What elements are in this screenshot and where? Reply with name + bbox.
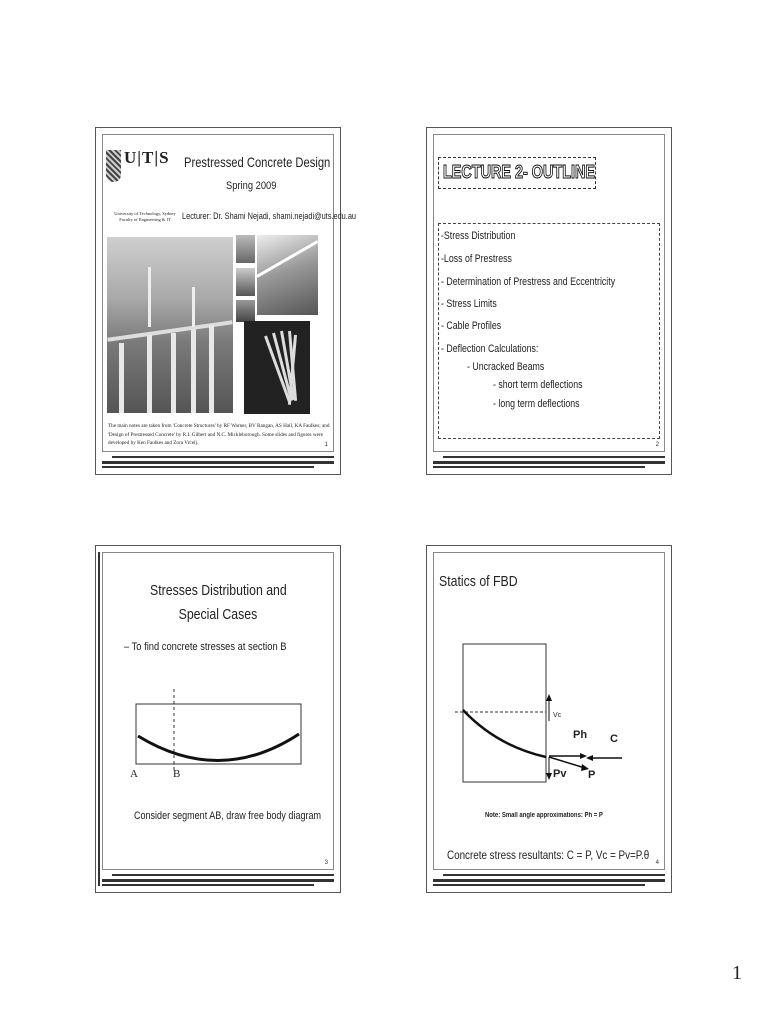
label-p: P (588, 769, 596, 781)
outline-subitem: - short term deflections (493, 379, 583, 391)
slide-1 (95, 127, 357, 475)
slide-number: 3 (324, 860, 328, 866)
construction-photo-1 (236, 235, 255, 263)
outline-subitem: - long term deflections (493, 398, 580, 410)
construction-photo-3 (236, 300, 255, 322)
outline-item: - Deflection Calculations: (441, 343, 539, 355)
uts-logo-text: U|T|S (124, 148, 170, 167)
slide-number: 1 (324, 442, 328, 448)
beam-diagram (96, 546, 342, 894)
stress-resultants: Concrete stress resultants: C = P, Vc = Pv=P.θ (447, 848, 650, 862)
slide-number: 4 (655, 860, 659, 866)
slide-2 (426, 127, 672, 475)
outline-item: - Cable Profiles (441, 320, 502, 332)
label-pv: Pv (553, 768, 567, 780)
slide-title: LECTURE 2- OUTLINE (443, 162, 596, 182)
cable-stayed-bridge-photo (257, 235, 318, 315)
bullet-text: – To find concrete stresses at section B (124, 641, 287, 653)
slide-4 (426, 545, 672, 893)
slide-title-line-1: Stresses Distribution and (149, 582, 287, 599)
slide-footer-bars (102, 456, 334, 468)
lecturer-info: Lecturer: Dr. Shami Nejadi, shami.nejadi@uts.edu.au (182, 211, 357, 221)
free-body-diagram (427, 546, 673, 894)
label-a: A (130, 768, 138, 780)
p-arrow (549, 757, 585, 768)
beam-outline (136, 704, 301, 764)
outline-item: - Determination of Prestress and Eccentricity (441, 276, 616, 288)
label-c: C (610, 733, 618, 745)
approximation-note: Note: Small angle approximations: Ph = P (485, 812, 603, 819)
slide-subtitle: Spring 2009 (226, 180, 277, 192)
uts-logo (106, 148, 168, 186)
construction-photo-2 (236, 268, 255, 296)
reference-notes: The main notes are taken from 'Concrete Structures' by RF Warner, BV Rangan, AS Hall, KA Faulkes; and 'Design of Prestressed Concrete' by R.I. Gilbert and N.C. Mickleborough. Some slides and figures were developed by Ken Faulkes and Zora Vrcelj. (108, 423, 330, 446)
slide-title: Prestressed Concrete Design (184, 154, 331, 170)
tendon-profile (138, 734, 299, 761)
outline-item: -Loss of Prestress (441, 253, 512, 265)
slide-number: 2 (655, 442, 659, 448)
prestressing-strands-photo (244, 321, 310, 414)
slide-3 (95, 545, 341, 893)
page-number: 1 (732, 962, 742, 984)
label-b: B (173, 768, 181, 780)
outline-item: - Stress Limits (441, 298, 497, 310)
tendon-curve (463, 710, 546, 757)
label-vc: Vc (553, 712, 562, 719)
university-name: University of Technology, Sydney Faculty of Engineering & IT (114, 211, 176, 222)
slide-footer-bars (102, 874, 334, 886)
slide-title-line-2: Special Cases (178, 606, 258, 623)
label-ph: Ph (573, 729, 588, 741)
outline-item: -Stress Distribution (441, 230, 516, 242)
segment-outline (463, 644, 546, 782)
slide-footer-bars (433, 874, 665, 886)
bridge-photo (107, 237, 233, 413)
uts-crest-icon (106, 150, 121, 182)
slide-footer-bars (433, 456, 665, 468)
diagram-caption: Consider segment AB, draw free body diagram (134, 810, 322, 822)
slide-title: Statics of FBD (439, 573, 518, 590)
outline-subitem: - Uncracked Beams (467, 361, 545, 373)
